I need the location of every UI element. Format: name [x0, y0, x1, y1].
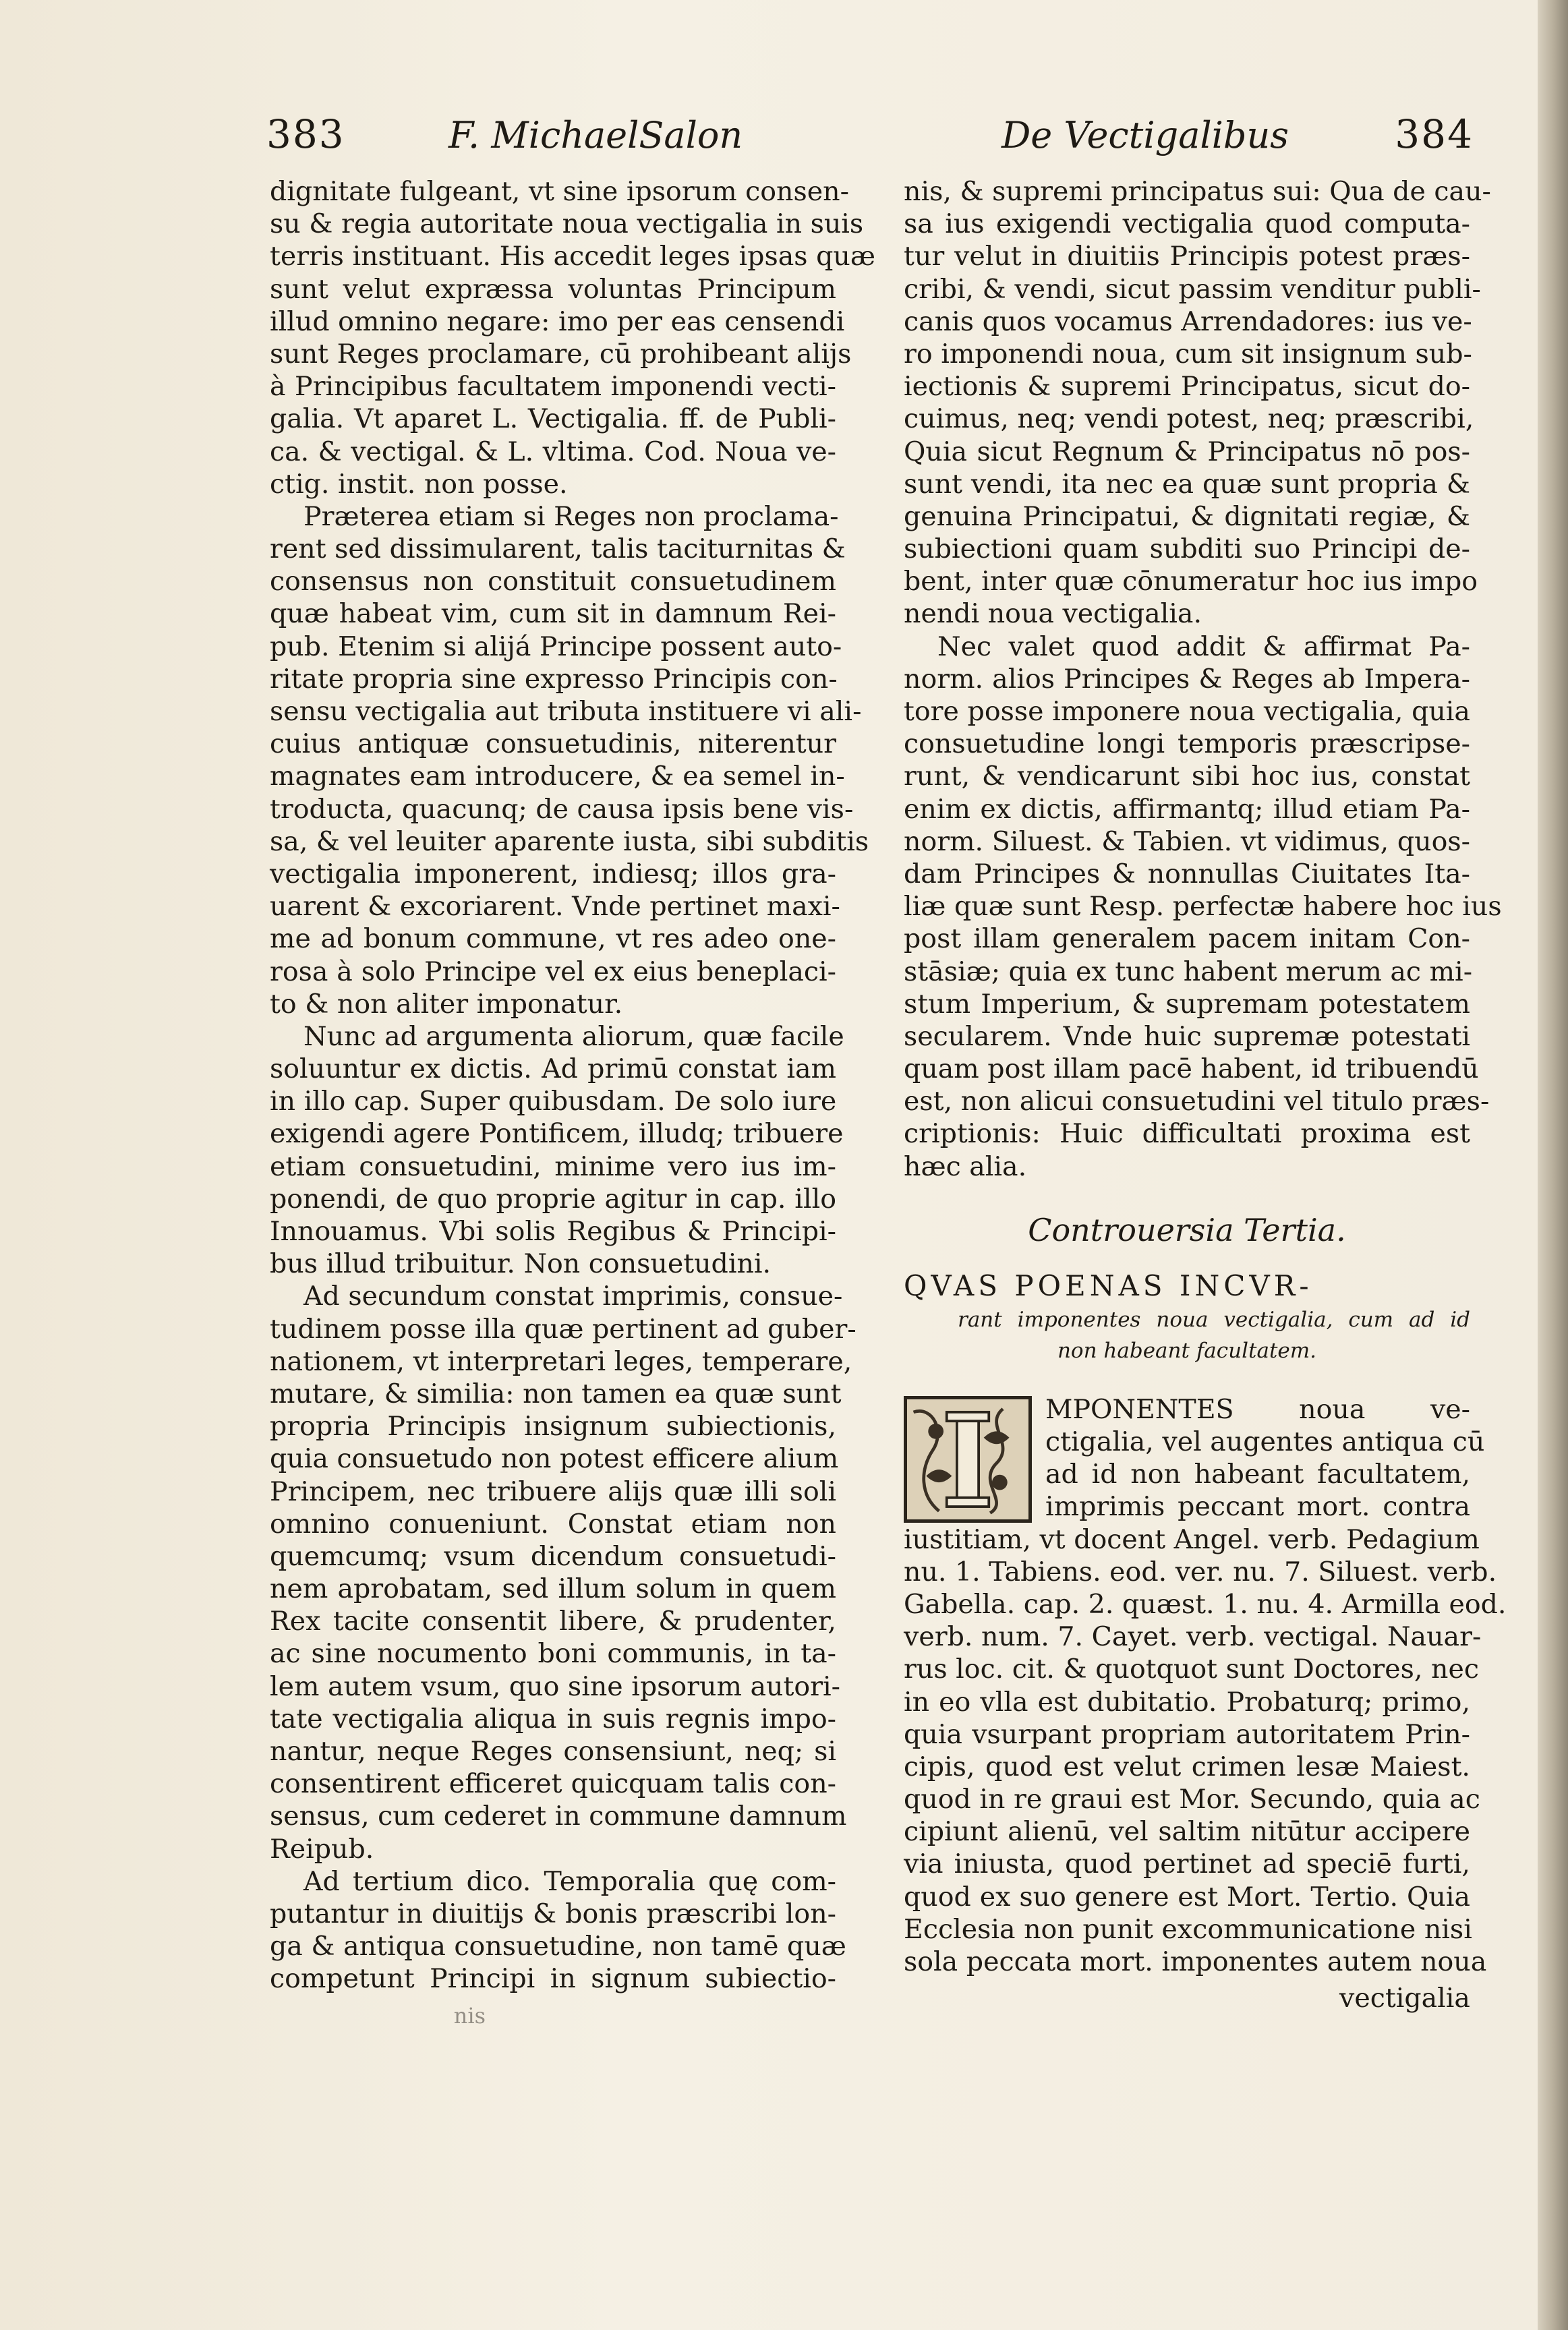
text-line: criptionis: Huic difficultati proxima est	[904, 1118, 1470, 1150]
text-line: competunt Principi in signum subiectio-	[270, 1963, 836, 1995]
text-line: Gabella. cap. 2. quæst. 1. nu. 4. Armilla eod.	[904, 1588, 1507, 1620]
text-line: sa ius exigendi vectigalia quod computa-	[904, 208, 1470, 240]
text-line: à Principibus facultatem imponendi vecti-	[270, 371, 836, 403]
text-line: quod in re graui est Mor. Secundo, quia ac	[904, 1784, 1480, 1815]
text-line: Nunc ad argumenta aliorum, quæ facile	[303, 1020, 844, 1052]
text-line: bus illud tribuitur. Non consuetudini.	[270, 1248, 772, 1280]
text-line: nis, & supremi principatus sui: Qua de cau-	[904, 176, 1491, 207]
text-line: ponendi, de quo proprie agitur in cap. illo	[270, 1183, 836, 1215]
text-line: sola peccata mort. imponentes autem noua	[904, 1946, 1487, 1977]
left-running-head: F. MichaelSalon	[448, 114, 743, 156]
text-line: uarent & excoriarent. Vnde pertinet maxi-	[270, 891, 840, 923]
text-line: consentirent efficeret quicquam talis con-	[270, 1768, 836, 1800]
text-line: canis quos vocamus Arrendadores: ius ve-	[904, 305, 1472, 337]
page-edge	[1538, 0, 1568, 2330]
decorated-initial-icon	[907, 1399, 1028, 1519]
text-line: ctig. instit. non posse.	[270, 468, 568, 500]
text-line: Ecclesia non punit excommunicatione nisi	[904, 1913, 1472, 1945]
text-line: quæ habeat vim, cum sit in damnum Rei-	[270, 598, 836, 630]
text-line: pub. Etenim si alijá Principe possent auto-	[270, 631, 842, 662]
text-line: rus loc. cit. & quotquot sunt Doctores, nec	[904, 1654, 1479, 1685]
text-line: lem autem vsum, quo sine ipsorum autori-	[270, 1670, 841, 1702]
text-line: rent sed dissimularent, talis taciturnitas &	[270, 533, 846, 565]
text-line: su & regia autoritate noua vectigalia in suis	[270, 208, 864, 240]
text-line: cipis, quod est velut crimen lesæ Maiest.	[904, 1751, 1470, 1782]
text-line: cuimus, neq; vendi potest, neq; præscribi,	[904, 403, 1474, 435]
text-line: est, non alicui consuetudini vel titulo præs-	[904, 1086, 1490, 1117]
text-line: cribi, & vendi, sicut passim venditur publi-	[904, 273, 1481, 305]
text-line: Reipub.	[270, 1833, 374, 1865]
left-page-number: 383	[266, 111, 345, 157]
text-line: quia vsurpant propriam autoritatem Prin-	[904, 1718, 1470, 1750]
text-line: quam post illam pacē habent, id tribuendū	[904, 1053, 1479, 1085]
text-line: MPONENTES noua ve-	[1045, 1393, 1470, 1425]
text-line: sensus, cum cederet in commune damnum	[270, 1801, 847, 1832]
text-line: sensu vectigalia aut tributa instituere vi ali-	[270, 696, 862, 727]
text-line: tur velut in diuitiis Principis potest præs-	[904, 241, 1470, 272]
text-line: quod ex suo genere est Mort. Tertio. Quia	[904, 1881, 1470, 1913]
text-line: dam Principes & nonnullas Ciuitates Ita-	[904, 858, 1470, 890]
text-line: norm. Siluest. & Tabien. vt vidimus, quos-	[904, 825, 1470, 857]
right-page-number: 384	[1395, 111, 1474, 157]
text-line: Ad tertium dico. Temporalia quę com-	[303, 1865, 836, 1897]
text-line: consuetudine longi temporis præscripse-	[904, 728, 1470, 760]
text-line: magnates eam introducere, & ea semel in-	[270, 761, 845, 792]
text-line: tudinem posse illa quæ pertinent ad guber-	[270, 1313, 856, 1345]
left-column	[270, 175, 875, 2032]
initial-paragraph	[904, 1393, 1485, 1523]
text-line: iustitiam, vt docent Angel. verb. Pedagium	[904, 1523, 1480, 1555]
text-line: me ad bonum commune, vt res adeo one-	[270, 923, 836, 955]
text-line: bent, inter quæ cōnumeratur hoc ius impo	[904, 566, 1478, 598]
text-line: ga & antiqua consuetudine, non tamē quæ	[270, 1931, 846, 1962]
text-line: ca. & vectigal. & L. vltima. Cod. Noua ve-	[270, 436, 836, 467]
question-subheading-1: rant imponentes noua vectigalia, cum ad id	[958, 1307, 1470, 1332]
text-line: cuius antiquæ consuetudinis, niterentur	[270, 728, 836, 760]
text-line: ctigalia, vel augentes antiqua cū	[1045, 1426, 1485, 1457]
text-line: nem aprobatam, sed illum solum in quem	[270, 1573, 836, 1605]
text-line: galia. Vt aparet L. Vectigalia. ff. de Publi-	[270, 403, 836, 435]
text-line: tate vectigalia aliqua in suis regnis impo-	[270, 1703, 836, 1735]
text-line: Rex tacite consentit libere, & prudenter,	[270, 1606, 836, 1637]
right-running-head: De Vectigalibus	[1001, 114, 1289, 156]
text-line: troducta, quacunq; de causa ipsis bene vis-	[270, 793, 854, 825]
text-line: iectionis & supremi Principatus, sicut do-	[904, 371, 1470, 403]
text-line: secularem. Vnde huic supremæ potestati	[904, 1020, 1470, 1052]
right-catchword: vectigalia	[1339, 1983, 1470, 2014]
text-line: tore posse imponere noua vectigalia, quia	[904, 696, 1470, 727]
text-line: sa, & vel leuiter aparente iusta, sibi subditis	[270, 825, 869, 857]
text-line: cipiunt alienū, vel saltim nitūtur accipere	[904, 1816, 1470, 1848]
text-line: sunt vendi, ita nec ea quæ sunt propria &	[904, 468, 1470, 500]
right-column	[904, 175, 1507, 2014]
text-line: hæc alia.	[904, 1151, 1027, 1182]
text-line: nu. 1. Tabiens. eod. ver. nu. 7. Siluest. verb.	[904, 1556, 1497, 1588]
text-line: ac sine nocumento boni communis, in ta-	[270, 1638, 836, 1670]
text-line: ritate propria sine expresso Principis con-	[270, 663, 838, 695]
text-line: subiectioni quam subditi suo Principi de-	[904, 533, 1470, 565]
question-heading: QVAS POENAS INCVR-	[904, 1269, 1313, 1302]
text-line: runt, & vendicarunt sibi hoc ius, constat	[904, 761, 1470, 792]
text-line: Innouamus. Vbi solis Regibus & Principi-	[270, 1216, 836, 1247]
text-line: via iniusta, quod pertinet ad speciē furti,	[904, 1848, 1470, 1880]
text-line: etiam consuetudini, minime vero ius im-	[270, 1151, 836, 1182]
controversy-heading: Controuersia Tertia.	[1028, 1211, 1346, 1248]
text-line: soluuntur ex dictis. Ad primū constat iam	[270, 1053, 836, 1085]
text-line: omnino conueniunt. Constat etiam non	[270, 1508, 836, 1540]
text-line: quia consuetudo non potest efficere alium	[270, 1443, 839, 1475]
text-line: liæ quæ sunt Resp. perfectæ habere hoc ius	[904, 891, 1502, 923]
decorated-initial	[904, 1396, 1032, 1523]
text-line: nendi noua vectigalia.	[904, 598, 1202, 630]
text-line: in illo cap. Super quibusdam. De solo iure	[270, 1086, 837, 1117]
text-line: Ad secundum constat imprimis, consue-	[303, 1281, 843, 1312]
text-line: stum Imperium, & supremam potestatem	[904, 988, 1470, 1020]
text-line: consensus non constituit consuetudinem	[270, 566, 836, 598]
right-body-continued	[904, 1523, 1507, 1979]
text-line: to & non aliter imponatur.	[270, 988, 623, 1020]
text-line: putantur in diuitijs & bonis præscribi lon-	[270, 1898, 836, 1929]
text-line: nationem, vt interpretari leges, temperare,	[270, 1345, 852, 1377]
text-line: verb. num. 7. Cayet. verb. vectigal. Nauar-	[904, 1621, 1482, 1653]
text-line: Principem, nec tribuere alijs quæ illi soli	[270, 1476, 836, 1507]
running-header	[266, 111, 1474, 165]
text-line: mutare, & similia: non tamen ea quæ sunt	[270, 1378, 842, 1409]
text-line: stāsiæ; quia ex tunc habent merum ac mi-	[904, 956, 1473, 987]
text-line: norm. alios Principes & Reges ab Impera-	[904, 663, 1470, 695]
text-line: Nec valet quod addit & affirmat Pa-	[937, 631, 1470, 662]
text-line: sunt velut expræssa voluntas Principum	[270, 273, 836, 305]
text-line: in eo vlla est dubitatio. Probaturq; primo,	[904, 1686, 1470, 1718]
text-line: imprimis peccant mort. contra	[1045, 1491, 1470, 1523]
text-line: quemcumq; vsum dicendum consuetudi-	[270, 1540, 836, 1572]
right-body-text	[904, 175, 1502, 1183]
text-line: ad id non habeant facultatem,	[1045, 1459, 1470, 1490]
text-line: enim ex dictis, affirmantq; illud etiam Pa-	[904, 793, 1470, 825]
text-line: nantur, neque Reges consensiunt, neq; si	[270, 1736, 836, 1767]
text-line: Præterea etiam si Reges non proclama-	[303, 500, 839, 532]
text-line: sunt Reges proclamare, cū prohibeant alijs	[270, 338, 852, 370]
text-line: post illam generalem pacem initam Con-	[904, 923, 1470, 955]
text-line: ro imponendi noua, cum sit insignum sub-	[904, 338, 1472, 370]
text-line: exigendi agere Pontificem, illudq; tribuere	[270, 1118, 844, 1150]
text-line: propria Principis insignum subiectionis,	[270, 1411, 836, 1443]
text-line: rosa à solo Principe vel ex eius beneplaci-	[270, 956, 836, 987]
text-line: dignitate fulgeant, vt sine ipsorum consen-	[270, 176, 849, 207]
text-line: genuina Principatui, & dignitati regiæ, &	[904, 500, 1470, 532]
question-subheading-2: non habeant facultatem.	[1057, 1338, 1317, 1363]
text-line: Quia sicut Regnum & Principatus nō pos-	[904, 436, 1470, 467]
text-line: illud omnino negare: imo per eas censendi	[270, 305, 845, 337]
text-line: vectigalia imponerent, indiesq; illos gra-	[270, 858, 836, 890]
left-catchword: nis	[453, 2002, 486, 2029]
text-line: terris instituant. His accedit leges ipsas quæ	[270, 241, 875, 272]
